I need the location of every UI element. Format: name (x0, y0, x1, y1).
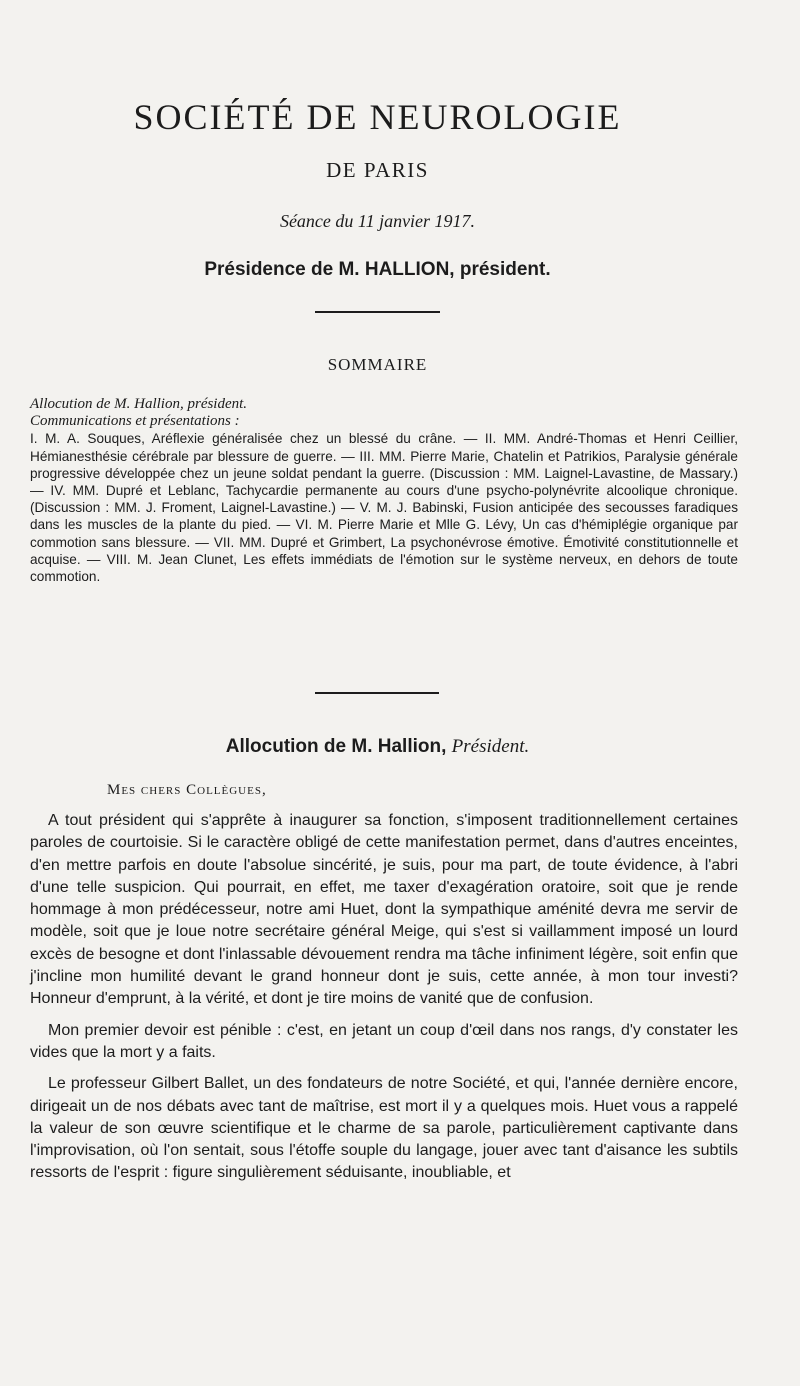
paragraph: Le professeur Gilbert Ballet, un des fondateurs de notre Société, et qui, l'année dernière encore, dirigeait un de nos débats avec tant de maîtrise, est mort il y a quelques mois. Huet vous a rappelé la valeur de son œuvre scientifique et le charme de sa parole, particulièrement captivante dans l'improvisation, où l'on sentait, sous l'étoffe souple du langage, jouer avec tant d'aisance les subtils ressorts de l'esprit : figure singulièrement séduisante, inoubliable, et (30, 1075, 738, 1182)
divider-middle (315, 692, 439, 694)
sommaire-communications-line: Communications et présentations : (30, 413, 240, 430)
sommaire-block (30, 396, 738, 585)
divider-top (315, 311, 440, 313)
sommaire-allocution-line: Allocution de M. Hallion, président. (30, 396, 248, 412)
society-title: SOCIÉTÉ DE NEUROLOGIE (133, 97, 622, 137)
society-subtitle: DE PARIS (326, 158, 429, 182)
paragraph: Mon premier devoir est pénible : c'est, en jetant un coup d'œil dans nos rangs, d'y constater les vides que la mort y a faits. (30, 1021, 738, 1061)
sommaire-heading: SOMMAIRE (327, 355, 428, 374)
paragraph: A tout président qui s'apprête à inaugurer sa fonction, s'imposent traditionnellement certaines paroles de courtoisie. Si le caractère obligé de cette manifestation permet, dans d'autres enceintes, d'en mettre parfois en doute l'absolue sincérité, je suis, pour ma part, de toute évidence, à l'abri d'une telle suspicion. Qui pourrait, en effet, me taxer d'exagération oratoire, soit que je rende hommage à mon prédécesseur, notre ami Huet, dont la sympathique aménité devra me servir de modèle, soit que je loue notre secrétaire général Meige, qui s'est si vaillamment imposé un lourd excès de besogne et dont l'inlassable dévouement rendra ma tâche infiniment légère, soit enfin que j'incline mon humilité devant le grand honneur dont je suis, cette année, à mon tour investi? Honneur d'emprunt, à la vérité, et dont je tire moins de vanité que de confusion. (30, 812, 738, 1008)
sommaire-items: I. M. A. Souques, Aréflexie généralisée chez un blessé du crâne. — II. MM. André-Thomas et Henri Ceillier, Hémianesthésie cérébrale par blessure de guerre. — III. MM. Pierre Marie, Chatelin et Patrikios, Paralysie générale progressive développée chez un jeune soldat pendant la guerre. (Discussion : MM. Laignel-Lavastine, de Massary.) — IV. MM. Dupré et Leblanc, Tachycardie permanente au cours d'une psycho-polynévrite alcoolique chronique. (Discussion : MM. J. Froment, Laignel-Lavastine.) — V. M. J. Babinski, Fusion anticipée des secousses faradiques dans les muscles de la plante du pied. — VI. M. Pierre Marie et Mlle G. Lévy, Un cas d'hémiplégie organique par commotion sans blessure. — VII. MM. Dupré et Grimbert, La psychonévrose émotive. Émotivité constitutionnelle et acquise. — VIII. M. Jean Clunet, Les effets immédiats de l'émotion sur le système nerveux, en dehors de toute commotion. (30, 431, 738, 585)
salutation: Mes chers Collègues, (107, 782, 267, 798)
allocution-body (30, 810, 738, 1194)
session-date: Séance du 11 janvier 1917. (279, 211, 476, 231)
allocution-title-role: Président. (451, 736, 530, 757)
allocution-title (0, 736, 755, 758)
presidency-line: Présidence de M. HALLION, président. (204, 259, 551, 280)
allocution-title-text: Allocution de M. Hallion, (225, 736, 447, 757)
